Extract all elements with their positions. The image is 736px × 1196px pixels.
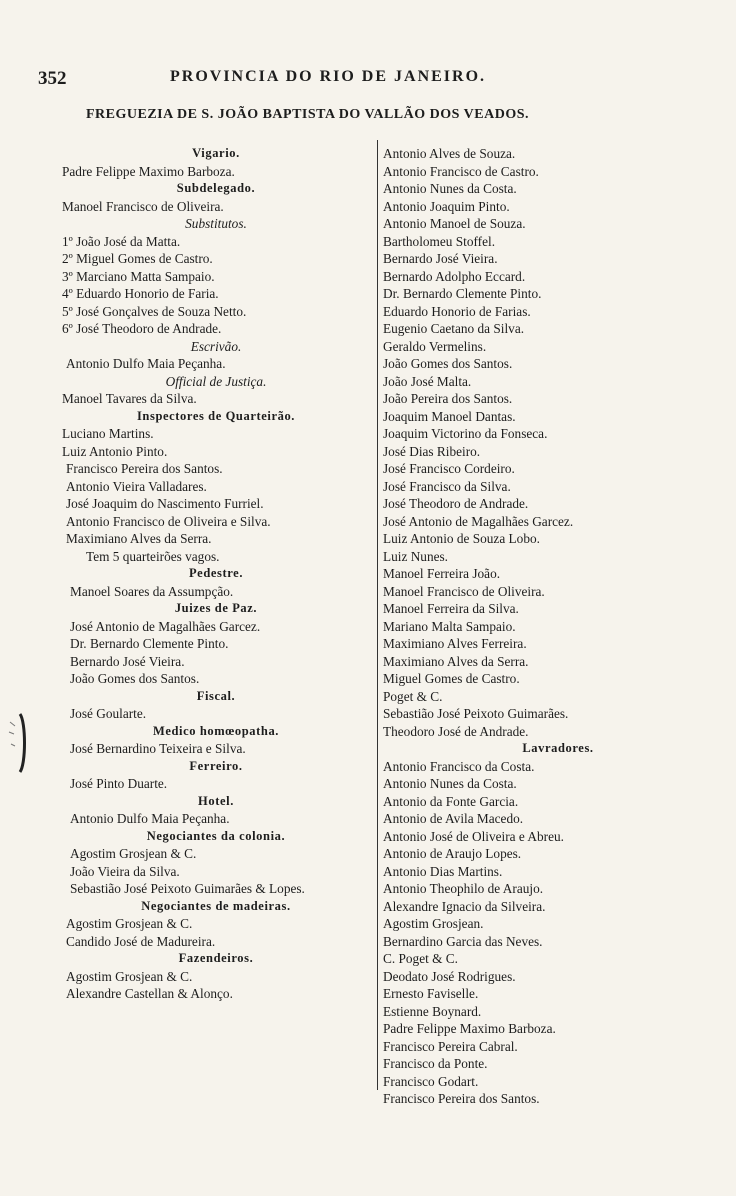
directory-entry: Deodato José Rodrigues. (383, 968, 516, 984)
directory-entry: Alexandre Ignacio da Silveira. (383, 898, 546, 914)
directory-entry: 2º Miguel Gomes de Castro. (62, 251, 213, 266)
directory-entry: Manoel Francisco de Oliveira. (62, 198, 224, 214)
directory-entry: Francisco da Ponte. (383, 1056, 488, 1071)
directory-entry: Eduardo Honorio de Farias. (383, 303, 531, 319)
directory-entry: Antonio Francisco da Costa. (383, 758, 535, 774)
column-divider (377, 140, 378, 1090)
directory-entry: Miguel Gomes de Castro. (383, 671, 520, 686)
directory-entry: Joaquim Victorino da Fonseca. (383, 426, 548, 441)
directory-entry: Luiz Antonio Pinto. (62, 443, 168, 459)
directory-entry: Bernardino Garcia das Neves. (383, 933, 543, 949)
directory-entry: Antonio da Fonte Garcia. (383, 793, 519, 809)
directory-entry: Francisco Pereira dos Santos. (66, 461, 223, 476)
directory-entry: 5º José Gonçalves de Souza Netto. (62, 303, 247, 319)
directory-entry: João Vieira da Silva. (70, 863, 180, 879)
directory-entry: Estienne Boynard. (383, 1003, 482, 1019)
section-heading: Fiscal. (196, 688, 236, 703)
directory-entry: João Gomes dos Santos. (70, 671, 200, 686)
directory-entry: Agostim Grosjean & C. (66, 968, 193, 984)
margin-bracket-mark (6, 712, 28, 774)
section-heading: Fazendeiros. (178, 951, 254, 965)
section-heading: Ferreiro. (189, 758, 243, 773)
directory-entry: Bernardo José Vieira. (70, 653, 185, 669)
directory-entry: Antonio Nunes da Costa. (383, 181, 517, 196)
directory-entry: João Gomes dos Santos. (383, 356, 513, 371)
directory-entry: 1º João José da Matta. (62, 233, 181, 249)
section-title: FREGUEZIA DE S. JOÃO BAPTISTA DO VALLÃO DOS VEADOS. (86, 107, 530, 122)
directory-entry: Manoel Ferreira João. (383, 566, 501, 581)
directory-entry: José Joaquim do Nascimento Furriel. (66, 496, 264, 511)
section-heading: Juizes de Paz. (174, 601, 258, 615)
directory-entry: José Francisco Cordeiro. (383, 461, 515, 476)
directory-entry: Luiz Nunes. (383, 548, 448, 564)
directory-entry: Mariano Malta Sampaio. (383, 618, 516, 634)
directory-entry: Agostim Grosjean & C. (66, 916, 193, 931)
directory-entry: José Antonio de Magalhães Garcez. (383, 513, 574, 529)
directory-entry: Maximiano Alves Ferreira. (383, 636, 527, 651)
directory-entry: José Bernardino Teixeira e Silva. (70, 741, 246, 756)
directory-entry: Agostim Grosjean & C. (70, 846, 197, 861)
directory-entry: João José Malta. (383, 373, 472, 389)
subsection-heading: Official de Justiça. (165, 373, 267, 389)
directory-entry: Antonio Nunes da Costa. (383, 776, 517, 791)
directory-entry: Antonio de Araujo Lopes. (383, 846, 522, 861)
directory-entry: Bernardo Adolpho Eccard. (383, 268, 526, 284)
directory-entry: José Dias Ribeiro. (383, 443, 481, 459)
directory-entry: Manoel Francisco de Oliveira. (383, 583, 545, 599)
directory-entry: Theodoro José de Andrade. (383, 723, 529, 739)
section-heading: Lavradores. (522, 741, 594, 755)
section-heading: Medico homœopatha. (152, 723, 280, 738)
directory-entry: C. Poget & C. (383, 951, 458, 966)
directory-entry: Tem 5 quarteirões vagos. (86, 548, 220, 564)
directory-entry: Poget & C. (383, 688, 443, 704)
running-title: PROVINCIA DO RIO DE JANEIRO. (170, 68, 487, 85)
directory-entry: Antonio Vieira Valladares. (66, 478, 207, 494)
directory-entry: Antonio Francisco de Oliveira e Silva. (66, 513, 271, 529)
left-column (62, 145, 370, 1003)
directory-entry: Joaquim Manoel Dantas. (383, 408, 516, 424)
directory-entry: Antonio Dulfo Maia Peçanha. (70, 811, 230, 826)
directory-entry: Geraldo Vermelins. (383, 338, 487, 354)
directory-entry: José Francisco da Silva. (383, 478, 511, 494)
section-heading: Negociantes de madeiras. (141, 898, 291, 913)
directory-entry: Candido José de Madureira. (66, 933, 216, 949)
directory-entry: José Theodoro de Andrade. (383, 496, 529, 511)
directory-entry: José Antonio de Magalhães Garcez. (70, 618, 261, 634)
directory-entry: Sebastião José Peixoto Guimarães & Lopes. (70, 881, 305, 896)
section-heading: Hotel. (198, 793, 234, 808)
section-heading: Negociantes da colonia. (146, 828, 286, 843)
right-column (383, 145, 673, 1108)
section-heading: Pedestre. (188, 566, 244, 580)
directory-entry: Antonio Theophilo de Araujo. (383, 881, 544, 896)
directory-entry: Bernardo José Vieira. (383, 251, 498, 266)
directory-entry: José Pinto Duarte. (70, 776, 168, 791)
directory-entry: 6º José Theodoro de Andrade. (62, 321, 222, 336)
directory-entry: Dr. Bernardo Clemente Pinto. (70, 636, 229, 651)
directory-entry: Alexandre Castellan & Alonço. (66, 986, 233, 1001)
directory-entry: Antonio José de Oliveira e Abreu. (383, 828, 564, 844)
directory-entry: Francisco Godart. (383, 1073, 479, 1089)
subsection-heading: Substitutos. (185, 216, 247, 231)
section-heading: Vigario. (192, 146, 240, 160)
directory-entry: Sebastião José Peixoto Guimarães. (383, 706, 569, 721)
directory-entry: Antonio Manoel de Souza. (383, 216, 526, 231)
directory-entry: José Goularte. (70, 706, 147, 721)
directory-entry: Maximiano Alves da Serra. (66, 531, 212, 546)
directory-entry: Manoel Soares da Assumpção. (70, 583, 234, 599)
directory-entry: Padre Felippe Maximo Barboza. (62, 163, 235, 179)
directory-entry: Antonio Francisco de Castro. (383, 163, 539, 179)
directory-entry: Maximiano Alves da Serra. (383, 653, 529, 669)
directory-entry: Antonio Dias Martins. (383, 863, 503, 879)
directory-entry: Antonio Joaquim Pinto. (383, 198, 510, 214)
directory-entry: Antonio Alves de Souza. (383, 146, 516, 161)
section-heading: Inspectores de Quarteirão. (136, 408, 296, 423)
directory-entry: Dr. Bernardo Clemente Pinto. (383, 286, 542, 301)
directory-entry: Antonio de Avila Macedo. (383, 811, 524, 826)
directory-entry: 4º Eduardo Honorio de Faria. (62, 286, 219, 301)
directory-entry: Manoel Ferreira da Silva. (383, 601, 519, 616)
subsection-heading: Escrivão. (190, 338, 242, 354)
directory-entry: Francisco Pereira Cabral. (383, 1038, 518, 1054)
directory-entry: Francisco Pereira dos Santos. (383, 1091, 540, 1106)
directory-entry: Luiz Antonio de Souza Lobo. (383, 531, 540, 546)
directory-entry: João Pereira dos Santos. (383, 391, 513, 406)
directory-entry: Manoel Tavares da Silva. (62, 391, 197, 406)
directory-entry: Luciano Martins. (62, 426, 154, 441)
directory-entry: Antonio Dulfo Maia Peçanha. (66, 356, 226, 371)
page-number: 352 (38, 68, 67, 89)
directory-entry: 3º Marciano Matta Sampaio. (62, 268, 215, 284)
directory-entry: Agostim Grosjean. (383, 916, 484, 931)
directory-entry: Padre Felippe Maximo Barboza. (383, 1021, 556, 1036)
directory-entry: Eugenio Caetano da Silva. (383, 321, 525, 336)
section-heading: Subdelegado. (176, 181, 256, 195)
directory-entry: Ernesto Faviselle. (383, 986, 479, 1001)
directory-entry: Bartholomeu Stoffel. (383, 233, 496, 249)
